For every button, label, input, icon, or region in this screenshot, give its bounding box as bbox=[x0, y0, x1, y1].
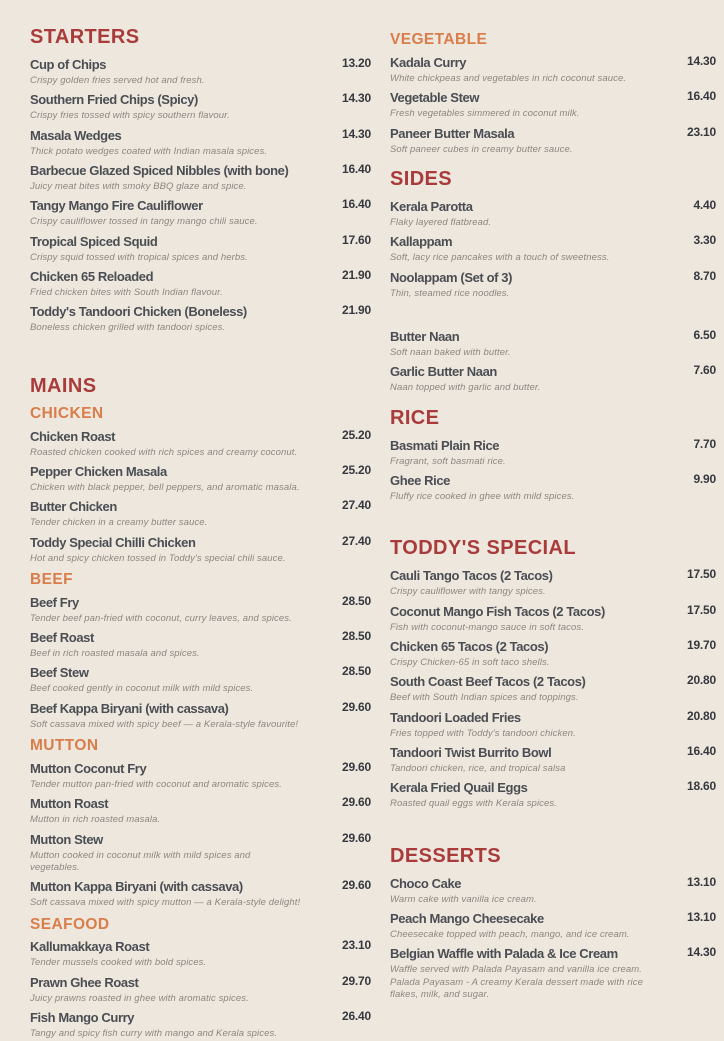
item-price: 26.40 bbox=[341, 1009, 371, 1024]
item-description: Beef with South Indian spices and toppings. bbox=[390, 692, 579, 704]
item-row bbox=[30, 878, 371, 896]
menu-section bbox=[30, 737, 371, 910]
item-name: Kallumakkaya Roast bbox=[30, 939, 150, 955]
menu-item bbox=[30, 498, 371, 529]
item-price: 8.70 bbox=[693, 268, 716, 283]
item-name: Beef Stew bbox=[30, 665, 89, 681]
item-description: Soft, lacy rice pancakes with a touch of sweetness. bbox=[390, 252, 610, 264]
menu-item bbox=[30, 699, 371, 731]
menu-section bbox=[390, 167, 716, 395]
section-items bbox=[30, 759, 371, 910]
item-price: 7.70 bbox=[693, 436, 716, 451]
item-description: Crispy Chicken-65 in soft taco shells. bbox=[390, 656, 550, 668]
item-name: Basmati Plain Rice bbox=[390, 437, 500, 453]
item-name: Mutton Roast bbox=[30, 796, 109, 812]
menu-item bbox=[30, 268, 371, 299]
item-description: Warm cake with vanilla ice cream. bbox=[390, 893, 537, 905]
section-title: TODDY'S SPECIAL bbox=[390, 537, 576, 560]
menu-item bbox=[30, 795, 371, 826]
item-description: Beef cooked gently in coconut milk with mild spices. bbox=[30, 683, 254, 695]
item-description: Beef in rich roasted masala and spices. bbox=[30, 648, 200, 660]
menu-item bbox=[390, 779, 716, 810]
menu-item bbox=[390, 197, 716, 229]
item-price: 29.70 bbox=[341, 973, 371, 988]
item-price: 28.50 bbox=[341, 593, 371, 608]
item-price: 21.90 bbox=[341, 303, 371, 318]
item-name: Cup of Chips bbox=[30, 57, 107, 72]
item-row bbox=[30, 232, 371, 251]
item-row bbox=[390, 53, 716, 72]
item-row bbox=[390, 471, 716, 490]
item-row bbox=[30, 795, 371, 813]
item-description: Waffle served with Palada Payasam and vanilla ice cream. Palada Payasam - A creamy Kerala dessert made with rice flakes, milk, and sugar. bbox=[390, 964, 643, 1001]
item-row bbox=[390, 673, 716, 691]
item-description: Tender mussels cooked with bold spices. bbox=[30, 957, 207, 969]
menu-section bbox=[30, 570, 371, 731]
item-name: Fish Mango Curry bbox=[30, 1010, 135, 1026]
menu-item bbox=[390, 673, 716, 704]
item-row bbox=[30, 973, 371, 992]
item-name: Tandoori Loaded Fries bbox=[390, 709, 521, 725]
section-title: STARTERS bbox=[30, 26, 140, 48]
item-name: Beef Roast bbox=[30, 630, 94, 646]
item-description: Juicy prawns roasted in ghee with aromatic spices. bbox=[30, 992, 249, 1004]
item-price: 3.30 bbox=[693, 233, 716, 248]
item-name: Ghee Rice bbox=[390, 472, 450, 488]
item-price: 20.80 bbox=[686, 708, 716, 723]
menu-item bbox=[30, 303, 371, 334]
menu-item bbox=[390, 363, 716, 394]
item-description: Fried chicken bites with South Indian flavour. bbox=[30, 287, 223, 299]
item-name: Prawn Ghee Roast bbox=[30, 974, 139, 990]
item-name: Mutton Kappa Biryani (with cassava) bbox=[30, 879, 243, 895]
menu-item bbox=[30, 126, 371, 158]
item-row bbox=[30, 303, 371, 321]
item-price: 17.60 bbox=[341, 232, 371, 247]
menu-item bbox=[30, 830, 371, 875]
item-name: Garlic Butter Naan bbox=[390, 364, 497, 380]
menu-item bbox=[390, 567, 716, 598]
item-price: 23.10 bbox=[341, 938, 371, 953]
item-description: White chickpeas and vegetables in rich coconut sauce. bbox=[390, 72, 627, 84]
menu-section bbox=[30, 404, 371, 565]
menu-item bbox=[390, 874, 716, 906]
menu-item bbox=[30, 462, 371, 494]
item-row bbox=[30, 1009, 371, 1027]
menu-section bbox=[390, 406, 716, 504]
item-description: Hot and spicy chicken tossed in Toddy's special chili sauce. bbox=[30, 552, 286, 564]
item-row bbox=[30, 126, 371, 145]
section-items bbox=[390, 436, 716, 504]
item-name: Vegetable Stew bbox=[390, 90, 480, 106]
item-name: Tropical Spiced Squid bbox=[30, 233, 158, 249]
item-description: Crispy squid tossed with tropical spices and herbs. bbox=[30, 251, 248, 263]
item-description: Naan topped with garlic and butter. bbox=[390, 382, 541, 394]
menu-item bbox=[390, 637, 716, 669]
item-name: Southern Fried Chips (Spicy) bbox=[30, 92, 198, 108]
item-description: Tender beef pan-fried with coconut, curry leaves, and spices. bbox=[30, 612, 292, 624]
item-name: Mutton Coconut Fry bbox=[30, 760, 147, 776]
item-price: 28.50 bbox=[341, 664, 371, 679]
menu-item bbox=[30, 1009, 371, 1040]
item-description: Boneless chicken grilled with tandoori spices. bbox=[30, 322, 226, 334]
menu-column-left bbox=[30, 26, 371, 1040]
item-row bbox=[30, 268, 371, 286]
item-price: 16.40 bbox=[341, 162, 371, 177]
menu-item bbox=[30, 973, 371, 1005]
menu-item bbox=[390, 602, 716, 634]
item-row bbox=[390, 89, 716, 107]
item-row bbox=[30, 533, 371, 552]
item-row bbox=[30, 91, 371, 109]
item-name: Paneer Butter Masala bbox=[390, 125, 515, 141]
item-price: 27.40 bbox=[341, 498, 371, 513]
item-row bbox=[30, 699, 371, 718]
menu-item bbox=[30, 759, 371, 791]
item-row bbox=[390, 743, 716, 762]
item-price: 7.60 bbox=[693, 363, 716, 378]
menu-section bbox=[30, 375, 335, 397]
section-items bbox=[30, 56, 371, 335]
menu-item bbox=[30, 91, 371, 122]
item-row bbox=[30, 162, 371, 180]
item-price: 29.60 bbox=[341, 830, 371, 845]
item-row bbox=[390, 874, 716, 893]
item-price: 4.40 bbox=[693, 197, 716, 212]
item-name: Toddy's Tandoori Chicken (Boneless) bbox=[30, 304, 247, 320]
menu-item bbox=[390, 89, 716, 120]
item-name: Peach Mango Cheesecake bbox=[390, 911, 544, 926]
item-row bbox=[390, 910, 716, 928]
item-row bbox=[30, 629, 371, 647]
item-name: Pepper Chicken Masala bbox=[30, 463, 167, 479]
item-description: Tandoori chicken, rice, and tropical salsa bbox=[390, 762, 566, 774]
section-title: CHICKEN bbox=[30, 404, 104, 422]
item-row bbox=[390, 567, 716, 585]
item-price: 14.30 bbox=[686, 53, 716, 68]
item-name: Noolappam (Set of 3) bbox=[390, 269, 513, 285]
item-row bbox=[30, 498, 371, 516]
item-row bbox=[390, 327, 716, 346]
item-name: Butter Naan bbox=[390, 328, 460, 344]
item-row bbox=[390, 197, 716, 216]
menu-item bbox=[30, 878, 371, 909]
item-row bbox=[30, 427, 371, 446]
menu-item bbox=[30, 938, 371, 969]
item-row bbox=[390, 945, 716, 963]
item-price: 17.50 bbox=[686, 567, 716, 582]
item-description: Mutton in rich roasted masala. bbox=[30, 814, 161, 826]
item-price: 13.10 bbox=[686, 910, 716, 924]
menu-item bbox=[390, 327, 716, 359]
section-items bbox=[390, 874, 716, 1002]
item-price: 14.30 bbox=[341, 91, 371, 106]
item-name: Barbecue Glazed Spiced Nibbles (with bone) bbox=[30, 163, 289, 179]
item-price: 18.60 bbox=[686, 779, 716, 794]
menu-section bbox=[30, 26, 371, 335]
item-price: 6.50 bbox=[693, 327, 716, 342]
item-row bbox=[30, 664, 371, 682]
item-price: 16.40 bbox=[341, 197, 371, 212]
menu-item bbox=[30, 427, 371, 459]
menu-item bbox=[390, 53, 716, 85]
item-description: Cheesecake topped with peach, mango, and ice cream. bbox=[390, 929, 630, 940]
item-row bbox=[390, 268, 716, 287]
item-description: Tangy and spicy fish curry with mango and Kerala spices. bbox=[30, 1028, 278, 1040]
item-description: Roasted chicken cooked with rich spices and creamy coconut. bbox=[30, 446, 298, 458]
section-items bbox=[390, 197, 716, 395]
item-name: South Coast Beef Tacos (2 Tacos) bbox=[390, 674, 586, 690]
menu-item bbox=[390, 471, 716, 503]
item-description: Mutton cooked in coconut milk with mild spices and vegetables. bbox=[30, 849, 251, 873]
item-price: 23.10 bbox=[686, 124, 716, 139]
item-price: 16.40 bbox=[686, 89, 716, 104]
menu-item bbox=[30, 56, 371, 87]
menu-section bbox=[390, 844, 716, 1002]
section-title: BEEF bbox=[30, 570, 73, 588]
item-description: Juicy meat bites with smoky BBQ glaze and spice. bbox=[30, 181, 247, 193]
item-row bbox=[390, 233, 716, 251]
item-row bbox=[30, 593, 371, 612]
menu-item bbox=[390, 708, 716, 740]
item-price: 13.10 bbox=[686, 874, 716, 889]
item-description: Soft cassava mixed with spicy mutton — a Kerala-style delight! bbox=[30, 897, 301, 909]
item-name: Kallappam bbox=[390, 234, 453, 250]
section-items bbox=[30, 427, 371, 565]
menu-item bbox=[390, 233, 716, 264]
menu-item bbox=[30, 533, 371, 565]
item-price: 13.20 bbox=[341, 56, 371, 70]
item-row bbox=[390, 124, 716, 143]
item-description: Soft naan baked with butter. bbox=[390, 346, 511, 358]
section-items bbox=[30, 593, 371, 731]
menu-item bbox=[390, 743, 716, 775]
item-description: Soft cassava mixed with spicy beef — a Kerala-style favourite! bbox=[30, 718, 299, 730]
menu-column-right bbox=[390, 26, 716, 1024]
item-description: Fluffy rice cooked in ghee with mild spices. bbox=[390, 490, 575, 502]
item-row bbox=[30, 197, 371, 215]
item-description: Thick potato wedges coated with Indian masala spices. bbox=[30, 145, 268, 157]
item-price: 27.40 bbox=[341, 533, 371, 548]
menu-item bbox=[30, 232, 371, 264]
item-row bbox=[30, 938, 371, 956]
item-description: Fries topped with Toddy's tandoori chicken. bbox=[390, 727, 576, 739]
item-description: Thin, steamed rice noodles. bbox=[390, 287, 510, 299]
item-price: 29.60 bbox=[341, 759, 371, 774]
item-name: Chicken Roast bbox=[30, 428, 116, 444]
menu-item bbox=[30, 629, 371, 660]
item-price: 19.70 bbox=[686, 637, 716, 652]
section-title: MUTTON bbox=[30, 737, 99, 755]
item-description: Soft paneer cubes in creamy butter sauce. bbox=[390, 143, 573, 155]
item-name: Toddy Special Chilli Chicken bbox=[30, 534, 196, 550]
item-description: Fragrant, soft basmati rice. bbox=[390, 455, 506, 467]
item-description: Fresh vegetables simmered in coconut milk. bbox=[390, 108, 580, 120]
item-name: Tandoori Twist Burrito Bowl bbox=[390, 744, 552, 760]
item-name: Masala Wedges bbox=[30, 127, 122, 143]
item-name: Tangy Mango Fire Cauliflower bbox=[30, 198, 203, 214]
item-name: Choco Cake bbox=[390, 875, 462, 891]
item-name: Coconut Mango Fish Tacos (2 Tacos) bbox=[390, 603, 605, 619]
section-title: MAINS bbox=[30, 374, 97, 397]
item-name: Chicken 65 Reloaded bbox=[30, 269, 154, 285]
item-name: Belgian Waffle with Palada & Ice Cream bbox=[390, 946, 618, 962]
section-title: SEAFOOD bbox=[30, 915, 110, 933]
menu-item bbox=[30, 664, 371, 695]
menu-item bbox=[30, 593, 371, 625]
item-name: Cauli Tango Tacos (2 Tacos) bbox=[390, 568, 553, 584]
menu-section bbox=[30, 915, 371, 1041]
section-title: RICE bbox=[390, 406, 440, 429]
item-price: 25.20 bbox=[341, 427, 371, 442]
item-description: Roasted quail eggs with Kerala spices. bbox=[390, 798, 557, 810]
menu-item bbox=[30, 162, 371, 193]
item-row bbox=[30, 759, 371, 778]
item-row bbox=[390, 602, 716, 621]
item-name: Butter Chicken bbox=[30, 499, 117, 515]
item-price: 14.30 bbox=[341, 126, 371, 141]
item-price: 25.20 bbox=[341, 462, 371, 477]
menu-item bbox=[390, 268, 716, 300]
item-name: Beef Fry bbox=[30, 594, 79, 610]
item-description: Crispy fries tossed with spicy southern flavour. bbox=[30, 110, 230, 122]
item-price: 20.80 bbox=[686, 673, 716, 688]
item-description: Flaky layered flatbread. bbox=[390, 216, 492, 228]
item-price: 14.30 bbox=[686, 945, 716, 960]
item-description: Crispy golden fries served hot and fresh. bbox=[30, 75, 205, 86]
menu-section bbox=[390, 31, 716, 156]
menu-section bbox=[390, 537, 716, 810]
item-price: 29.60 bbox=[341, 878, 371, 893]
item-price: 9.90 bbox=[693, 471, 716, 486]
item-name: Kerala Fried Quail Eggs bbox=[390, 780, 528, 796]
item-price: 16.40 bbox=[686, 743, 716, 758]
item-description: Tender mutton pan-fried with coconut and aromatic spices. bbox=[30, 778, 282, 790]
item-row bbox=[390, 708, 716, 727]
item-price: 28.50 bbox=[341, 629, 371, 644]
item-description: Chicken with black pepper, bell peppers, and aromatic masala. bbox=[30, 481, 300, 493]
item-row bbox=[30, 830, 371, 849]
item-price: 17.50 bbox=[686, 602, 716, 617]
section-title: VEGETABLE bbox=[390, 31, 488, 48]
item-description: Tender chicken in a creamy butter sauce. bbox=[30, 517, 208, 529]
item-name: Chicken 65 Tacos (2 Tacos) bbox=[390, 638, 549, 654]
menu-item bbox=[390, 124, 716, 156]
item-row bbox=[390, 779, 716, 797]
item-price: 29.60 bbox=[341, 795, 371, 810]
menu-item bbox=[390, 945, 716, 1001]
menu-item bbox=[30, 197, 371, 228]
item-name: Kerala Parotta bbox=[390, 198, 473, 214]
section-title: SIDES bbox=[390, 167, 453, 190]
section-title: DESSERTS bbox=[390, 844, 502, 867]
item-description: Crispy cauliflower tossed in tangy mango chili sauce. bbox=[30, 216, 258, 228]
item-row bbox=[30, 462, 371, 481]
item-description: Crispy cauliflower with tangy spices. bbox=[390, 586, 546, 598]
item-price: 29.60 bbox=[341, 699, 371, 714]
item-name: Beef Kappa Biryani (with cassava) bbox=[30, 700, 229, 716]
section-items bbox=[390, 567, 716, 810]
section-items bbox=[30, 938, 371, 1040]
menu-item bbox=[390, 436, 716, 468]
menu-item bbox=[390, 910, 716, 941]
section-items bbox=[390, 53, 716, 156]
item-row bbox=[390, 436, 716, 455]
item-price: 21.90 bbox=[341, 268, 371, 283]
item-name: Kadala Curry bbox=[390, 54, 467, 70]
item-name: Mutton Stew bbox=[30, 831, 103, 847]
item-description: Fish with coconut-mango sauce in soft tacos. bbox=[390, 621, 584, 633]
item-row bbox=[30, 56, 371, 74]
item-row bbox=[390, 637, 716, 656]
item-row bbox=[390, 363, 716, 381]
